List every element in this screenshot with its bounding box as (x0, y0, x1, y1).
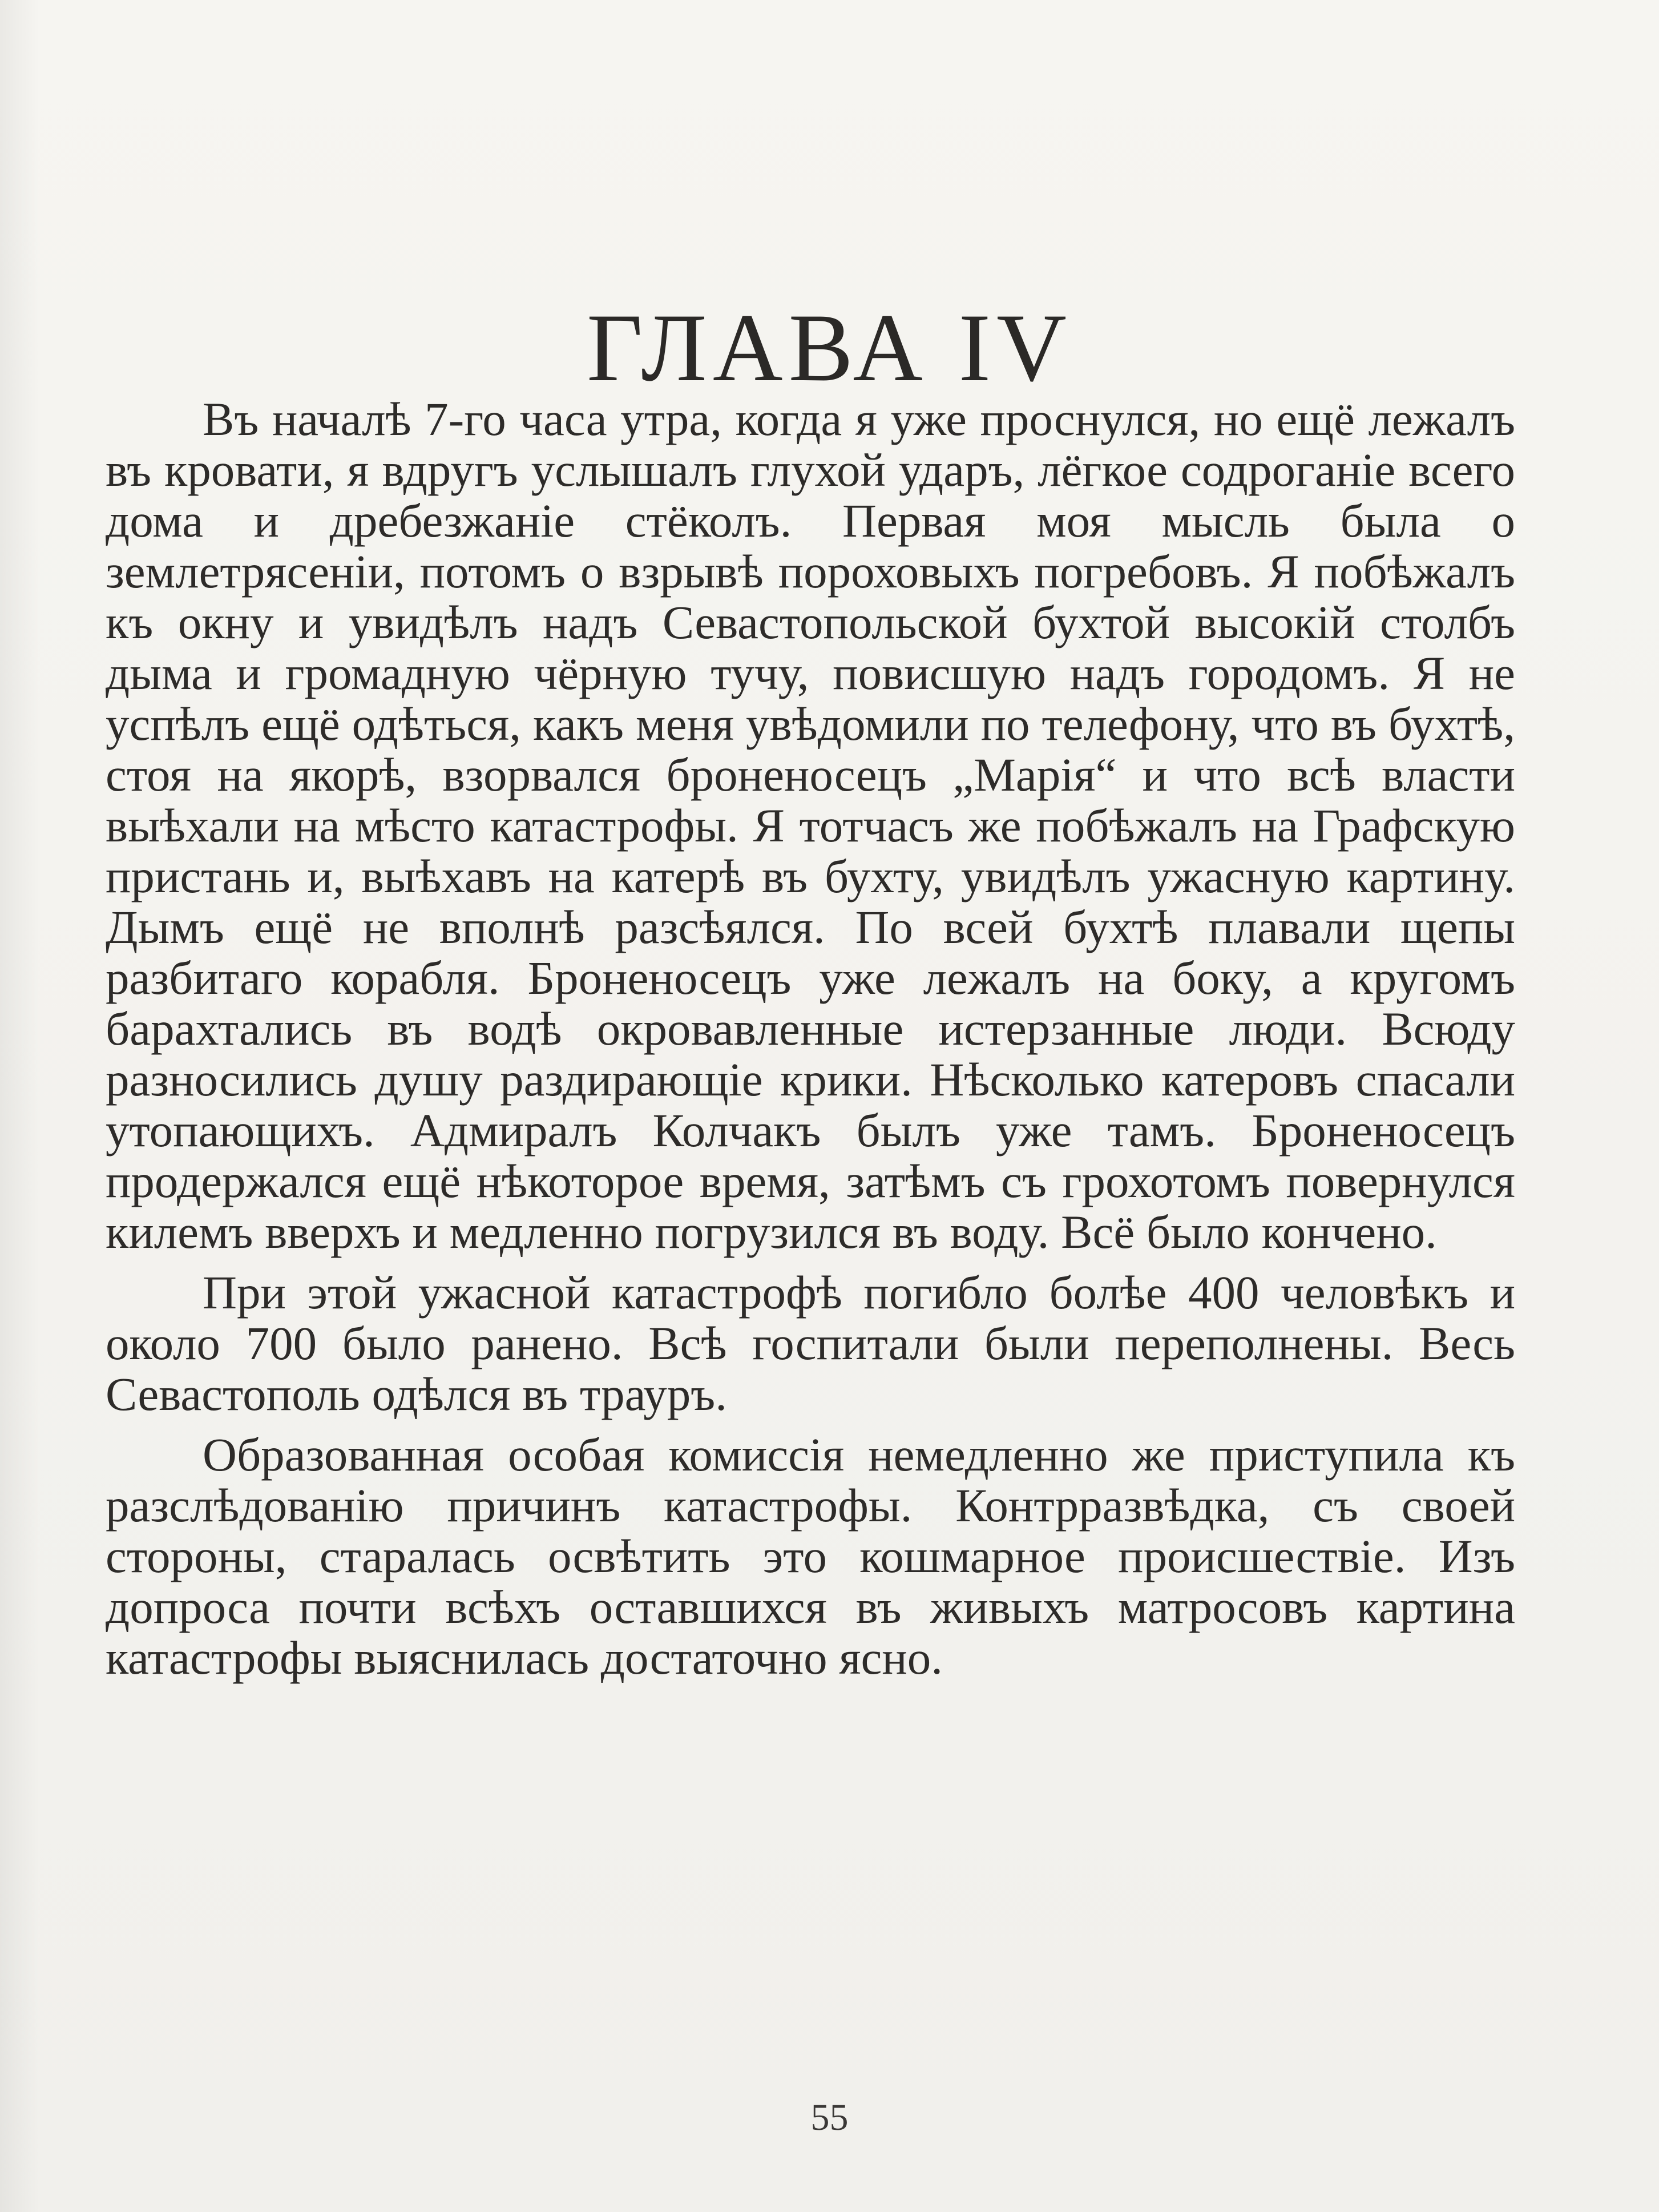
page-number: 55 (810, 2097, 849, 2138)
paragraph-explosion-account: Въ началѣ 7-го часа утра, когда я уже проснулся, но ещё лежалъ въ кровати, я вдругъ услышалъ глухой ударъ, лёгкое содроганіе всего дома и дребезжаніе стёколъ. Первая моя мысль была о землетрясеніи, потомъ о взрывѣ пороховыхъ погребовъ. Я побѣжалъ къ окну и увидѣлъ надъ Севастопольской бухтой высокій столбъ дыма и громадную чёрную тучу, повисшую надъ городомъ. Я не успѣлъ ещё одѣться, какъ меня увѣдомили по телефону, что въ бухтѣ, стоя на якорѣ, взорвался броненосецъ „Марія“ и что всѣ власти выѣхали на мѣсто катастрофы. Я тотчасъ же побѣжалъ на Графскую пристань и, выѣхавъ на катерѣ въ бухту, увидѣлъ ужасную картину. Дымъ ещё не вполнѣ разсѣялся. По всей бухтѣ плавали щепы разбитаго корабля. Броненосецъ уже лежалъ на боку, а кругомъ барахтались въ водѣ окровавленные истерзанные люди. Всюду разносились душу раздирающіе крики. Нѣсколько катеровъ спасали утопающихъ. Адмиралъ Колчакъ былъ уже тамъ. Броненосецъ продержался ещё нѣкоторое время, затѣмъ съ грохотомъ повернулся килемъ вверхъ и медленно погрузился въ воду. Всё было кончено. (106, 393, 1515, 1258)
paragraph-casualties: При этой ужасной катастрофѣ погибло болѣе 400 человѣкъ и около 700 было ранено. Всѣ госпитали были переполнены. Весь Севастополь одѣлся въ трауръ. (106, 1266, 1515, 1420)
chapter-title: ГЛАВА IV (587, 293, 1072, 401)
chapter-text (106, 394, 1515, 1693)
paragraph-investigation: Образованная особая комиссія немедленно же приступила къ разслѣдованію причинъ катастрофы. Контрразвѣдка, съ своей стороны, старалась освѣтить это кошмарное происшествіе. Изъ допроса почти всѣхъ оставшихся въ живыхъ матросовъ картина катастрофы выяснилась достаточно ясно. (106, 1428, 1515, 1684)
